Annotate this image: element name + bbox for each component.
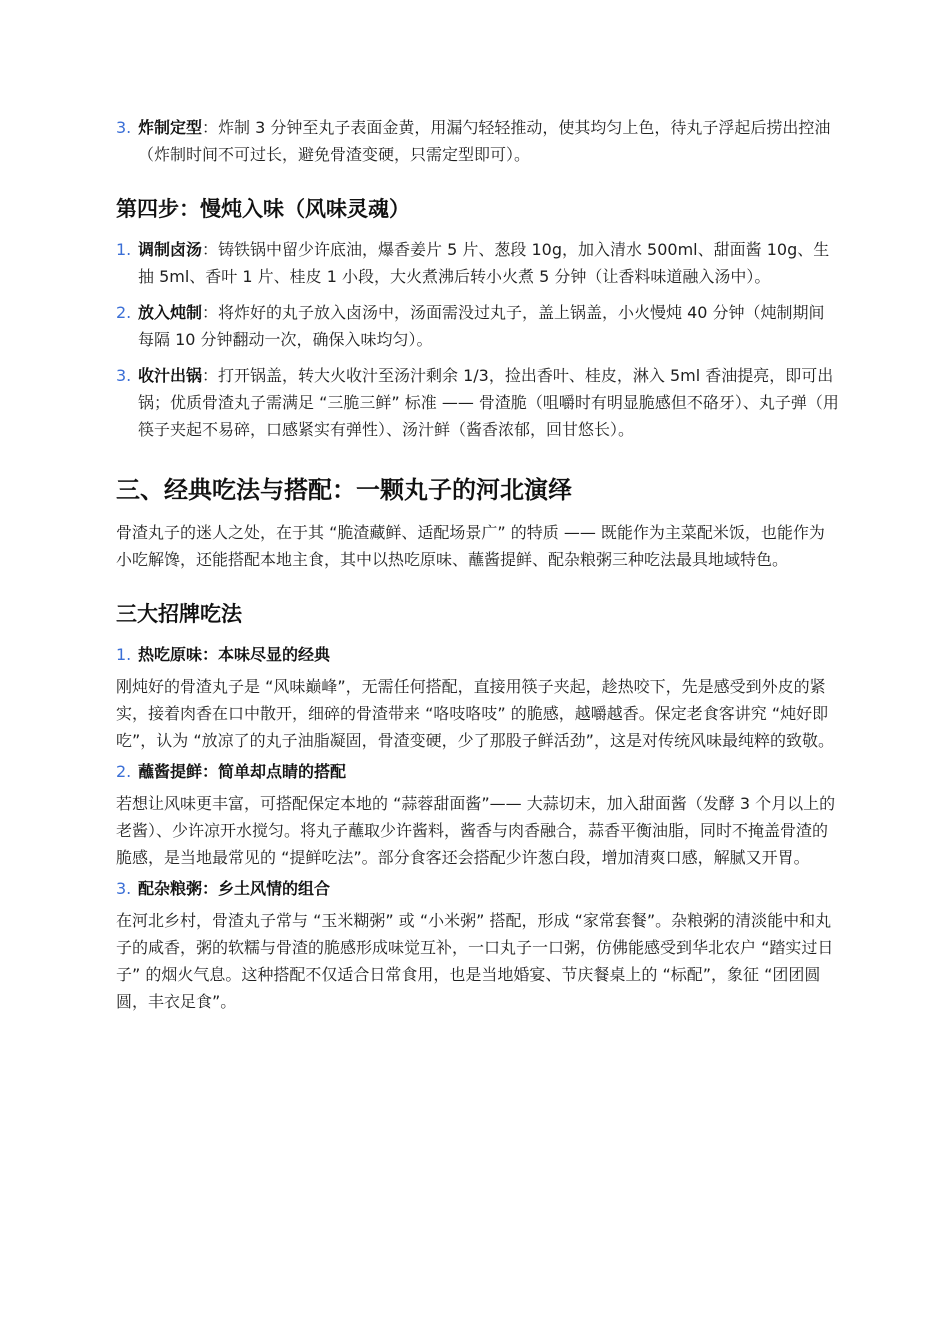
item-label: 放入炖制 (138, 303, 203, 322)
item-text: ：炸制 3 分钟至丸子表面金黄，用漏勺轻轻推动，使其均匀上色，待丸子浮起后捞出控油（炸制时间不可过长，避免骨渣变硬，只需定型即可）。 (138, 118, 831, 164)
sub-heading (116, 641, 840, 668)
list-item (116, 362, 840, 443)
item-text: ：将炸好的丸子放入卤汤中，汤面需没过丸子，盖上锅盖，小火慢炖 40 分钟（炖制期间每隔 10 分钟翻动一次，确保入味均匀）。 (138, 303, 825, 349)
item-text: ：打开锅盖，转大火收汁至汤汁剩余 1/3，捡出香叶、桂皮，淋入 5ml 香油提亮，即可出锅；优质骨渣丸子需满足 “三脆三鲜” 标准 —— 骨渣脆（咀嚼时有明显脆感但不硌牙）、丸子弹（用筷子夹起不易碎，口感紧实有弹性）、汤汁鲜（酱香浓郁，回甘悠长）。 (138, 366, 839, 439)
step4-heading: 第四步：慢炖入味（风味灵魂） (116, 197, 410, 221)
list-item (116, 114, 840, 168)
paragraph: 在河北乡村，骨渣丸子常与 “玉米糊粥” 或 “小米粥” 搭配，形成 “家常套餐”。杂粮粥的清淡能中和丸子的咸香，粥的软糯与骨渣的脆感形成味觉互补，一口丸子一口粥，仿佛能感受到华北农户 “踏实过日子” 的烟火气息。这种搭配不仅适合日常食用，也是当地婚宴、节庆餐桌上的 “标配”，象征 “团团圆圆，丰衣足食”。 (116, 911, 834, 1011)
signature-heading: 三大招牌吃法 (116, 602, 242, 626)
paragraph: 刚炖好的骨渣丸子是 “风味巅峰”，无需任何搭配，直接用筷子夹起，趁热咬下，先是感受到外皮的紧实，接着肉香在口中散开，细碎的骨渣带来 “咯吱咯吱” 的脆感，越嚼越香。保定老食客讲究 “炖好即吃”，认为 “放凉了的丸子油脂凝固，骨渣变硬，少了那股子鲜活劲”，这是对传统风味最纯粹的致敬。 (116, 677, 834, 750)
list-number: 1. (116, 240, 132, 259)
sub-heading-label: 热吃原味：本味尽显的经典 (138, 645, 331, 664)
paragraph: 若想让风味更丰富，可搭配保定本地的 “蒜蓉甜面酱”—— 大蒜切末，加入甜面酱（发酵 3 个月以上的老酱）、少许凉开水搅匀。将丸子蘸取少许酱料，酱香与肉香融合，蒜香平衡油脂，同时不掩盖骨渣的脆感，是当地最常见的 “提鲜吃法”。部分食客还会搭配少许葱白段，增加清爽口感，解腻又开胃。 (116, 794, 836, 867)
list-number: 3. (116, 118, 132, 137)
list-number: 2. (116, 303, 132, 322)
section-intro: 骨渣丸子的迷人之处，在于其 “脆渣藏鲜、适配场景广” 的特质 —— 既能作为主菜配米饭，也能作为小吃解馋，还能搭配本地主食，其中以热吃原味、蘸酱提鲜、配杂粮粥三种吃法最具地域特色。 (116, 523, 825, 569)
list-number: 3. (116, 366, 132, 385)
section-heading: 三、经典吃法与搭配：一颗丸子的河北演绎 (116, 476, 572, 504)
step3-list (116, 114, 840, 168)
list-item (116, 299, 840, 353)
list-number: 2. (116, 762, 132, 781)
sub-heading-label: 蘸酱提鲜：简单却点睛的搭配 (138, 762, 347, 781)
item-text: ：铸铁锅中留少许底油，爆香姜片 5 片、葱段 10g，加入清水 500ml、甜面酱 10g、生抽 5ml、香叶 1 片、桂皮 1 小段，大火煮沸后转小火煮 5 分钟（让香料味道融入汤中）。 (138, 240, 830, 286)
list-item (116, 236, 840, 290)
step4-list (116, 236, 840, 443)
sub-heading-label: 配杂粮粥：乡土风情的组合 (138, 879, 331, 898)
item-label: 收汁出锅 (138, 366, 203, 385)
item-label: 炸制定型 (138, 118, 203, 137)
item-label: 调制卤汤 (138, 240, 203, 259)
document-content (116, 114, 840, 1015)
list-number: 1. (116, 645, 132, 664)
list-number: 3. (116, 879, 132, 898)
sub-heading (116, 758, 840, 785)
sub-heading (116, 875, 840, 902)
